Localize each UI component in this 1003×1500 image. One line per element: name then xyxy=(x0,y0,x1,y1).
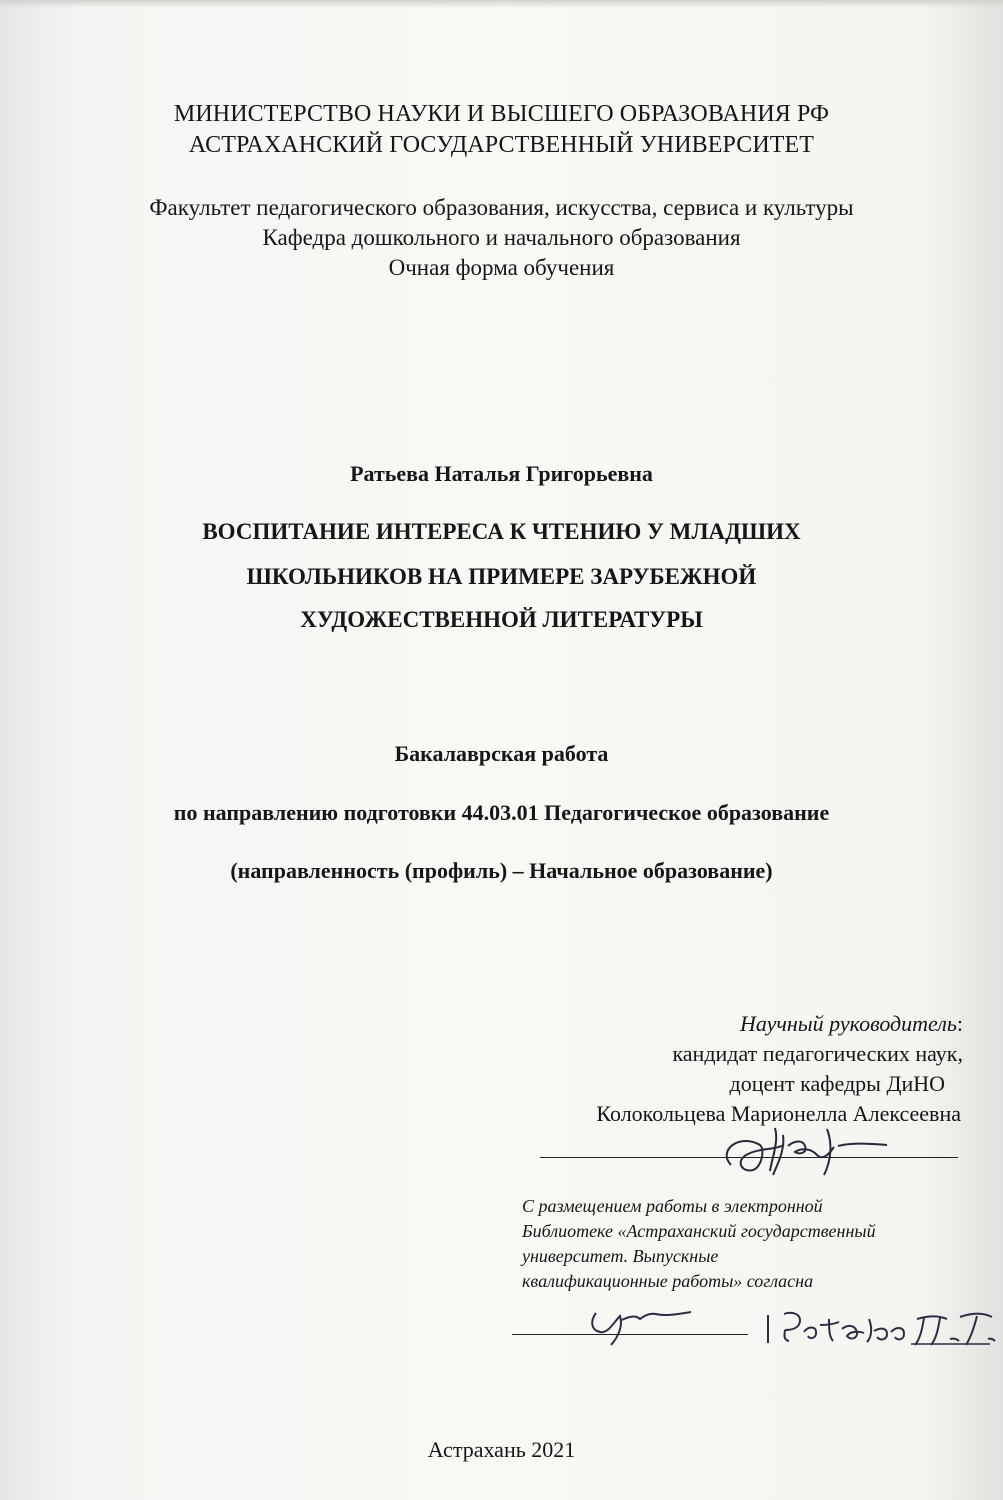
university-heading: АСТРАХАНСКИЙ ГОСУДАРСТВЕННЫЙ УНИВЕРСИТЕТ xyxy=(188,132,815,158)
supervisor-degree: кандидат педагогических наук, xyxy=(672,1041,963,1066)
student-name-handwritten xyxy=(760,1301,1000,1356)
study-profile: (направленность (профиль) – Начальное образование) xyxy=(230,858,773,883)
ministry-heading: МИНИСТЕРСТВО НАУКИ И ВЫСШЕГО ОБРАЗОВАНИЯ РФ xyxy=(173,101,830,127)
thesis-title-line-1: ВОСПИТАНИЕ ИНТЕРЕСА К ЧТЕНИЮ У МЛАДШИХ xyxy=(202,519,801,544)
city-year: Астрахань 2021 xyxy=(427,1437,576,1462)
consent-line-3: университет. Выпускные xyxy=(522,1246,719,1266)
study-form-line: Очная форма обучения xyxy=(388,255,615,280)
thesis-title-line-2: ШКОЛЬНИКОВ НА ПРИМЕРЕ ЗАРУБЕЖНОЙ xyxy=(246,564,757,589)
student-signature xyxy=(573,1295,703,1350)
supervisor-label-colon: : xyxy=(956,1011,963,1036)
thesis-title-line-3: ХУДОЖЕСТВЕННОЙ ЛИТЕРАТУРЫ xyxy=(300,607,703,632)
study-direction: по направлению подготовки 44.03.01 Педагогическое образование xyxy=(173,800,830,825)
supervisor-position: доцент кафедры ДиНО xyxy=(729,1071,945,1096)
supervisor-label-line xyxy=(740,1011,963,1037)
page-top-edge xyxy=(0,0,1003,8)
supervisor-label: Научный руководитель xyxy=(739,1011,957,1036)
department-line: Кафедра дошкольного и начального образования xyxy=(262,225,741,250)
consent-line-2: Библиотеке «Астраханский государственный xyxy=(522,1221,876,1241)
supervisor-name: Колокольцева Марионелла Алексеевна xyxy=(596,1101,961,1126)
consent-line-1: С размещением работы в электронной xyxy=(522,1196,823,1216)
work-type: Бакалаврская работа xyxy=(394,741,609,766)
supervisor-signature xyxy=(715,1115,895,1195)
faculty-line: Факультет педагогического образования, искусства, сервиса и культуры xyxy=(149,195,854,220)
consent-line-4: квалификационные работы» согласна xyxy=(522,1271,814,1291)
author-name: Ратьева Наталья Григорьевна xyxy=(350,461,653,486)
